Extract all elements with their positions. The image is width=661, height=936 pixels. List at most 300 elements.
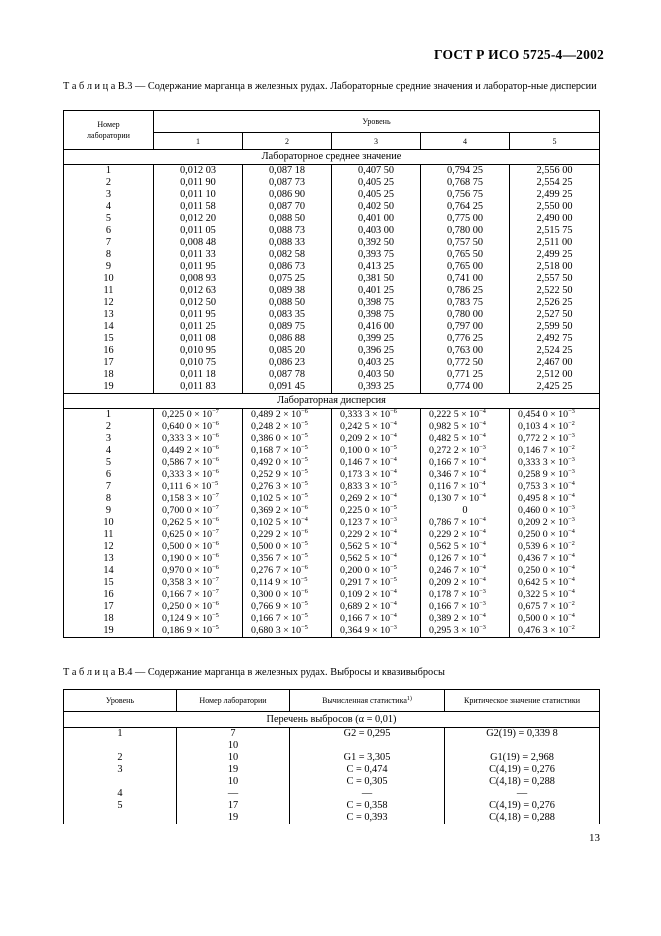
table-row: [64, 541, 600, 553]
lab-number-cell: 10: [177, 740, 290, 752]
variance-value-cell: 0,166 $7 \times 10^{-3}$: [421, 601, 510, 613]
table-row: [64, 728, 600, 741]
table-row: [64, 764, 600, 776]
lab-number-cell: 10: [64, 517, 154, 529]
variance-value-cell: 0,103 $4 \times 10^{-2}$: [510, 421, 600, 433]
variance-value-cell: 0,116 $7 \times 10^{-4}$: [421, 481, 510, 493]
variance-value-cell: 0,186 $9 \times 10^{-5}$: [154, 625, 243, 638]
mean-value-cell: 0,088 73: [243, 225, 332, 237]
variance-value-cell: 0,246 $7 \times 10^{-4}$: [421, 565, 510, 577]
table-row: [64, 812, 600, 824]
table-row: [64, 189, 600, 201]
variance-value-cell: 0,356 $7 \times 10^{-5}$: [243, 553, 332, 565]
mean-value-cell: 2,527 50: [510, 309, 600, 321]
mean-value-cell: 2,557 50: [510, 273, 600, 285]
variance-value-cell: 0,200 $0 \times 10^{-5}$: [332, 565, 421, 577]
mean-value-cell: 0,011 33: [154, 249, 243, 261]
variance-value-cell: 0,482 $5 \times 10^{-4}$: [421, 433, 510, 445]
variance-value-cell: 0,562 $5 \times 10^{-4}$: [332, 553, 421, 565]
statistic-cell: —: [290, 788, 445, 800]
variance-value-cell: 0,229 $2 \times 10^{-6}$: [243, 529, 332, 541]
critical-value-cell: [445, 740, 600, 752]
mean-value-cell: 2,518 00: [510, 261, 600, 273]
mean-value-cell: 0,403 00: [332, 225, 421, 237]
variance-value-cell: 0,833 $3 \times 10^{-5}$: [332, 481, 421, 493]
variance-value-cell: 0,178 $7 \times 10^{-3}$: [421, 589, 510, 601]
level-column-header: 3: [332, 133, 421, 150]
lab-number-cell: 2: [64, 421, 154, 433]
mean-value-cell: 2,526 25: [510, 297, 600, 309]
lab-number-cell: 6: [64, 469, 154, 481]
level-column-header: 2: [243, 133, 332, 150]
statistic-cell: [290, 740, 445, 752]
table-row: [64, 800, 600, 812]
table-row: [64, 577, 600, 589]
table-row: [64, 505, 600, 517]
section-heading: Перечень выбросов (α = 0,01): [64, 712, 600, 728]
table-row: [64, 201, 600, 213]
variance-value-cell: 0,146 $7 \times 10^{-4}$: [332, 457, 421, 469]
mean-value-cell: 0,011 10: [154, 189, 243, 201]
table-b4: [63, 689, 600, 824]
variance-value-cell: 0,114 $9 \times 10^{-5}$: [243, 577, 332, 589]
mean-value-cell: 2,511 00: [510, 237, 600, 249]
mean-value-cell: 2,550 00: [510, 201, 600, 213]
mean-value-cell: 0,011 95: [154, 261, 243, 273]
mean-value-cell: 0,772 50: [421, 357, 510, 369]
table-row: [64, 261, 600, 273]
table-row: [64, 493, 600, 505]
lab-number-cell: 19: [177, 812, 290, 824]
mean-value-cell: 0,401 00: [332, 213, 421, 225]
variance-value-cell: 0,625 $0 \times 10^{-7}$: [154, 529, 243, 541]
lab-number-cell: 19: [64, 381, 154, 394]
variance-value-cell: 0,250 $0 \times 10^{-4}$: [510, 529, 600, 541]
level-column-header: Уровень: [64, 690, 177, 712]
variance-value-cell: 0,225 $0 \times 10^{-5}$: [332, 505, 421, 517]
mean-value-cell: 0,086 73: [243, 261, 332, 273]
table-row: [64, 285, 600, 297]
table-b3-caption: [63, 80, 603, 93]
table-row: [64, 165, 600, 178]
mean-value-cell: 2,554 25: [510, 177, 600, 189]
mean-value-cell: 0,008 48: [154, 237, 243, 249]
variance-value-cell: 0,248 $2 \times 10^{-5}$: [243, 421, 332, 433]
mean-value-cell: 2,499 25: [510, 249, 600, 261]
level-cell: 2: [64, 752, 177, 764]
variance-value-cell: 0,276 $3 \times 10^{-5}$: [243, 481, 332, 493]
variance-value-cell: 0,250 $0 \times 10^{-6}$: [154, 601, 243, 613]
table-row: [64, 776, 600, 788]
variance-value-cell: 0,369 $2 \times 10^{-6}$: [243, 505, 332, 517]
variance-value-cell: 0,680 $3 \times 10^{-5}$: [243, 625, 332, 638]
level-cell: [64, 776, 177, 788]
lab-number-cell: 19: [177, 764, 290, 776]
critical-value-cell: C(4,18) = 0,288: [445, 812, 600, 824]
table-row: [64, 469, 600, 481]
lab-number-cell: 18: [64, 613, 154, 625]
variance-value-cell: 0,562 $5 \times 10^{-4}$: [421, 541, 510, 553]
variance-value-cell: 0,209 $2 \times 10^{-4}$: [332, 433, 421, 445]
critical-value-cell: —: [445, 788, 600, 800]
variance-value-cell: 0,495 $8 \times 10^{-4}$: [510, 493, 600, 505]
variance-value-cell: 0,500 $0 \times 10^{-5}$: [243, 541, 332, 553]
mean-value-cell: 2,467 00: [510, 357, 600, 369]
variance-value-cell: 0,300 $0 \times 10^{-6}$: [243, 589, 332, 601]
statistic-cell: C = 0,474: [290, 764, 445, 776]
variance-value-cell: 0,539 $6 \times 10^{-2}$: [510, 541, 600, 553]
variance-value-cell: 0: [421, 505, 510, 517]
mean-value-cell: 0,075 25: [243, 273, 332, 285]
mean-value-cell: 0,011 58: [154, 201, 243, 213]
level-header: Уровень: [154, 111, 600, 133]
variance-value-cell: 0,209 $2 \times 10^{-3}$: [510, 517, 600, 529]
mean-value-cell: 0,086 90: [243, 189, 332, 201]
mean-value-cell: 0,089 38: [243, 285, 332, 297]
table-row: [64, 625, 600, 638]
mean-value-cell: 0,763 00: [421, 345, 510, 357]
variance-value-cell: 0,190 $0 \times 10^{-6}$: [154, 553, 243, 565]
table-row: [64, 177, 600, 189]
mean-value-cell: 0,396 25: [332, 345, 421, 357]
mean-value-cell: 2,524 25: [510, 345, 600, 357]
mean-value-cell: 0,087 78: [243, 369, 332, 381]
mean-value-cell: 2,490 00: [510, 213, 600, 225]
mean-value-cell: 0,087 18: [243, 165, 332, 178]
mean-value-cell: 0,757 50: [421, 237, 510, 249]
lab-number-cell: 6: [64, 225, 154, 237]
table-row: [64, 409, 600, 422]
lab-number-cell: 3: [64, 189, 154, 201]
mean-value-cell: 0,011 25: [154, 321, 243, 333]
lab-number-cell: 19: [64, 625, 154, 638]
section-heading: Лабораторное среднее значение: [64, 150, 600, 165]
lab-number-cell: 13: [64, 553, 154, 565]
table-b3: [63, 110, 600, 638]
variance-value-cell: 0,102 $5 \times 10^{-4}$: [243, 517, 332, 529]
lab-number-cell: 11: [64, 529, 154, 541]
mean-value-cell: 0,010 75: [154, 357, 243, 369]
variance-value-cell: 0,322 $5 \times 10^{-4}$: [510, 589, 600, 601]
mean-value-cell: 0,393 75: [332, 249, 421, 261]
mean-value-cell: 0,393 25: [332, 381, 421, 394]
mean-value-cell: 0,011 18: [154, 369, 243, 381]
lab-number-cell: 5: [64, 457, 154, 469]
variance-value-cell: 0,262 $5 \times 10^{-6}$: [154, 517, 243, 529]
lab-number-cell: 1: [64, 165, 154, 178]
mean-value-cell: 0,088 33: [243, 237, 332, 249]
mean-value-cell: 0,775 00: [421, 213, 510, 225]
variance-value-cell: 0,333 $3 \times 10^{-3}$: [510, 457, 600, 469]
mean-value-cell: 0,398 75: [332, 309, 421, 321]
lab-number-cell: 14: [64, 321, 154, 333]
lab-number-cell: 11: [64, 285, 154, 297]
variance-value-cell: 0,229 $2 \times 10^{-4}$: [332, 529, 421, 541]
page-number: 13: [589, 832, 600, 844]
table-row: [64, 553, 600, 565]
mean-value-cell: 0,392 50: [332, 237, 421, 249]
variance-value-cell: 0,753 $3 \times 10^{-4}$: [510, 481, 600, 493]
variance-value-cell: 0,166 $7 \times 10^{-4}$: [421, 457, 510, 469]
mean-value-cell: 0,765 50: [421, 249, 510, 261]
mean-value-cell: 0,011 95: [154, 309, 243, 321]
variance-value-cell: 0,562 $5 \times 10^{-4}$: [332, 541, 421, 553]
lab-number-cell: 10: [64, 273, 154, 285]
lab-number-cell: 3: [64, 433, 154, 445]
variance-value-cell: 0,970 $0 \times 10^{-6}$: [154, 565, 243, 577]
document-header: ГОСТ Р ИСО 5725-4—2002: [434, 47, 604, 62]
critical-value-cell: G2(19) = 0,339 8: [445, 728, 600, 741]
variance-value-cell: 0,222 $5 \times 10^{-4}$: [421, 409, 510, 422]
lab-number-cell: 17: [64, 601, 154, 613]
lab-number-cell: 9: [64, 505, 154, 517]
section-heading: Лабораторная дисперсия: [64, 394, 600, 409]
mean-value-cell: 0,403 25: [332, 357, 421, 369]
mean-value-cell: 0,011 08: [154, 333, 243, 345]
mean-value-cell: 0,402 50: [332, 201, 421, 213]
table-row: [64, 321, 600, 333]
variance-value-cell: 0,291 $7 \times 10^{-5}$: [332, 577, 421, 589]
level-cell: 3: [64, 764, 177, 776]
variance-value-cell: 0,700 $0 \times 10^{-7}$: [154, 505, 243, 517]
table-row: [64, 421, 600, 433]
variance-value-cell: 0,492 $0 \times 10^{-5}$: [243, 457, 332, 469]
table-row: [64, 589, 600, 601]
variance-value-cell: 0,689 $2 \times 10^{-4}$: [332, 601, 421, 613]
table-row: [64, 565, 600, 577]
variance-value-cell: 0,225 $0 \times 10^{-7}$: [154, 409, 243, 422]
table-row: [64, 788, 600, 800]
mean-value-cell: 0,010 95: [154, 345, 243, 357]
critical-column-header: Критическое значение статистики: [445, 690, 600, 712]
mean-value-cell: 0,089 75: [243, 321, 332, 333]
mean-value-cell: 0,771 25: [421, 369, 510, 381]
mean-value-cell: 0,399 25: [332, 333, 421, 345]
variance-value-cell: 0,642 $5 \times 10^{-4}$: [510, 577, 600, 589]
variance-value-cell: 0,500 $0 \times 10^{-6}$: [154, 541, 243, 553]
variance-value-cell: 0,766 $9 \times 10^{-5}$: [243, 601, 332, 613]
caption-text: В.3 — Содержание марганца в железных рудах. Лабораторные средние значения и лаборатор-ные дисперсии: [117, 81, 597, 92]
lab-number-cell: 9: [64, 261, 154, 273]
table-row: [64, 309, 600, 321]
variance-value-cell: 0,460 $0 \times 10^{-3}$: [510, 505, 600, 517]
mean-value-cell: 0,091 45: [243, 381, 332, 394]
variance-value-cell: 0,500 $0 \times 10^{-4}$: [510, 613, 600, 625]
lab-number-cell: —: [177, 788, 290, 800]
table-row: [64, 529, 600, 541]
level-cell: [64, 740, 177, 752]
table-row: [64, 613, 600, 625]
lab-number-cell: 7: [64, 237, 154, 249]
lab-number-cell: 1: [64, 409, 154, 422]
mean-value-cell: 0,011 90: [154, 177, 243, 189]
lab-number-cell: 4: [64, 445, 154, 457]
mean-value-cell: 0,780 00: [421, 225, 510, 237]
mean-value-cell: 0,008 93: [154, 273, 243, 285]
table-row: [64, 249, 600, 261]
mean-value-cell: 0,381 50: [332, 273, 421, 285]
variance-value-cell: 0,258 $9 \times 10^{-3}$: [510, 469, 600, 481]
lab-number-cell: 14: [64, 565, 154, 577]
caption-text: В.4 — Содержание марганца в железных рудах. Выбросы и квазивыбросы: [117, 667, 445, 678]
variance-value-cell: 0,109 $2 \times 10^{-4}$: [332, 589, 421, 601]
mean-value-cell: 0,011 05: [154, 225, 243, 237]
mean-value-cell: 2,556 00: [510, 165, 600, 178]
lab-number-cell: 17: [64, 357, 154, 369]
variance-value-cell: 0,168 $7 \times 10^{-5}$: [243, 445, 332, 457]
mean-value-cell: 0,416 00: [332, 321, 421, 333]
table-row: [64, 752, 600, 764]
variance-value-cell: 0,786 $7 \times 10^{-4}$: [421, 517, 510, 529]
variance-value-cell: 0,166 $7 \times 10^{-4}$: [332, 613, 421, 625]
variance-value-cell: 0,252 $9 \times 10^{-5}$: [243, 469, 332, 481]
mean-value-cell: 0,085 20: [243, 345, 332, 357]
lab-number-cell: 12: [64, 297, 154, 309]
lab-number-cell: 15: [64, 577, 154, 589]
critical-value-cell: C(4,19) = 0,276: [445, 764, 600, 776]
level-column-header: 5: [510, 133, 600, 150]
mean-value-cell: 0,413 25: [332, 261, 421, 273]
table-row: [64, 213, 600, 225]
lab-number-cell: 8: [64, 493, 154, 505]
lab-number-cell: 18: [64, 369, 154, 381]
mean-value-cell: 0,083 35: [243, 309, 332, 321]
level-cell: 4: [64, 788, 177, 800]
variance-value-cell: 0,772 $2 \times 10^{-3}$: [510, 433, 600, 445]
table-row: [64, 445, 600, 457]
level-column-header: 1: [154, 133, 243, 150]
mean-value-cell: 0,086 23: [243, 357, 332, 369]
variance-value-cell: 0,100 $0 \times 10^{-5}$: [332, 445, 421, 457]
mean-value-cell: 2,522 50: [510, 285, 600, 297]
table-row: [64, 357, 600, 369]
lab-number-cell: 17: [177, 800, 290, 812]
stat-column-header: Вычисленная статистика$^{1)}$: [290, 690, 445, 712]
variance-value-cell: 0,173 $3 \times 10^{-4}$: [332, 469, 421, 481]
variance-value-cell: 0,146 $7 \times 10^{-2}$: [510, 445, 600, 457]
mean-value-cell: 0,405 25: [332, 177, 421, 189]
variance-value-cell: 0,242 $5 \times 10^{-4}$: [332, 421, 421, 433]
variance-value-cell: 0,333 $3 \times 10^{-6}$: [154, 433, 243, 445]
variance-value-cell: 0,158 $3 \times 10^{-7}$: [154, 493, 243, 505]
statistic-cell: G1 = 3,305: [290, 752, 445, 764]
mean-value-cell: 2,425 25: [510, 381, 600, 394]
lab-number-cell: 5: [64, 213, 154, 225]
mean-value-cell: 0,764 25: [421, 201, 510, 213]
mean-value-cell: 0,407 50: [332, 165, 421, 178]
lab-number-cell: 15: [64, 333, 154, 345]
lab-number-cell: 13: [64, 309, 154, 321]
variance-value-cell: 0,130 $7 \times 10^{-4}$: [421, 493, 510, 505]
variance-value-cell: 0,272 $2 \times 10^{-3}$: [421, 445, 510, 457]
variance-value-cell: 0,123 $7 \times 10^{-3}$: [332, 517, 421, 529]
mean-value-cell: 0,768 75: [421, 177, 510, 189]
variance-value-cell: 0,276 $7 \times 10^{-6}$: [243, 565, 332, 577]
variance-value-cell: 0,102 $5 \times 10^{-5}$: [243, 493, 332, 505]
variance-value-cell: 0,166 $7 \times 10^{-7}$: [154, 589, 243, 601]
table-b4-caption: [63, 666, 603, 679]
mean-value-cell: 0,012 20: [154, 213, 243, 225]
lab-number-header: Номер лаборатории: [64, 111, 154, 150]
lab-column-header: Номер лаборатории: [177, 690, 290, 712]
variance-value-cell: 0,166 $7 \times 10^{-5}$: [243, 613, 332, 625]
mean-value-cell: 2,599 50: [510, 321, 600, 333]
mean-value-cell: 0,082 58: [243, 249, 332, 261]
critical-value-cell: C(4,18) = 0,288: [445, 776, 600, 788]
lab-number-cell: 10: [177, 776, 290, 788]
mean-value-cell: 0,405 25: [332, 189, 421, 201]
mean-value-cell: 0,783 75: [421, 297, 510, 309]
variance-value-cell: 0,476 $3 \times 10^{-2}$: [510, 625, 600, 638]
mean-value-cell: 0,012 63: [154, 285, 243, 297]
table-row: [64, 369, 600, 381]
variance-value-cell: 0,489 $2 \times 10^{-6}$: [243, 409, 332, 422]
level-cell: [64, 812, 177, 824]
variance-value-cell: 0,295 $3 \times 10^{-3}$: [421, 625, 510, 638]
variance-value-cell: 0,364 $9 \times 10^{-3}$: [332, 625, 421, 638]
lab-number-cell: 16: [64, 589, 154, 601]
statistic-cell: G2 = 0,295: [290, 728, 445, 741]
variance-value-cell: 0,454 $0 \times 10^{-3}$: [510, 409, 600, 422]
mean-value-cell: 0,741 00: [421, 273, 510, 285]
table-row: [64, 601, 600, 613]
variance-value-cell: 0,436 $7 \times 10^{-4}$: [510, 553, 600, 565]
variance-value-cell: 0,209 $2 \times 10^{-4}$: [421, 577, 510, 589]
variance-value-cell: 0,269 $2 \times 10^{-4}$: [332, 493, 421, 505]
caption-label: Т а б л и ц а: [63, 667, 116, 678]
mean-value-cell: 0,012 50: [154, 297, 243, 309]
statistic-cell: C = 0,358: [290, 800, 445, 812]
critical-value-cell: C(4,19) = 0,276: [445, 800, 600, 812]
lab-number-cell: 8: [64, 249, 154, 261]
lab-number-cell: 7: [64, 481, 154, 493]
mean-value-cell: 2,499 25: [510, 189, 600, 201]
variance-value-cell: 0,333 $3 \times 10^{-6}$: [332, 409, 421, 422]
variance-value-cell: 0,675 $7 \times 10^{-2}$: [510, 601, 600, 613]
mean-value-cell: 0,087 73: [243, 177, 332, 189]
mean-value-cell: 0,086 88: [243, 333, 332, 345]
mean-value-cell: 0,756 75: [421, 189, 510, 201]
table-row: [64, 237, 600, 249]
caption-label: Т а б л и ц а: [63, 81, 116, 92]
variance-value-cell: 0,358 $3 \times 10^{-7}$: [154, 577, 243, 589]
variance-value-cell: 0,333 $3 \times 10^{-6}$: [154, 469, 243, 481]
lab-number-cell: 2: [64, 177, 154, 189]
mean-value-cell: 2,492 75: [510, 333, 600, 345]
mean-value-cell: 0,765 00: [421, 261, 510, 273]
variance-value-cell: 0,346 $7 \times 10^{-4}$: [421, 469, 510, 481]
mean-value-cell: 0,776 25: [421, 333, 510, 345]
table-row: [64, 225, 600, 237]
mean-value-cell: 0,797 00: [421, 321, 510, 333]
mean-value-cell: 2,512 00: [510, 369, 600, 381]
table-row: [64, 297, 600, 309]
lab-number-cell: 7: [177, 728, 290, 741]
level-cell: 1: [64, 728, 177, 741]
mean-value-cell: 0,401 25: [332, 285, 421, 297]
critical-value-cell: G1(19) = 2,968: [445, 752, 600, 764]
table-row: [64, 481, 600, 493]
variance-value-cell: 0,640 $0 \times 10^{-6}$: [154, 421, 243, 433]
mean-value-cell: 0,011 83: [154, 381, 243, 394]
lab-number-cell: 4: [64, 201, 154, 213]
table-row: [64, 381, 600, 394]
lab-number-cell: 16: [64, 345, 154, 357]
statistic-cell: C = 0,393: [290, 812, 445, 824]
mean-value-cell: 0,088 50: [243, 297, 332, 309]
mean-value-cell: 0,794 25: [421, 165, 510, 178]
variance-value-cell: 0,126 $7 \times 10^{-4}$: [421, 553, 510, 565]
